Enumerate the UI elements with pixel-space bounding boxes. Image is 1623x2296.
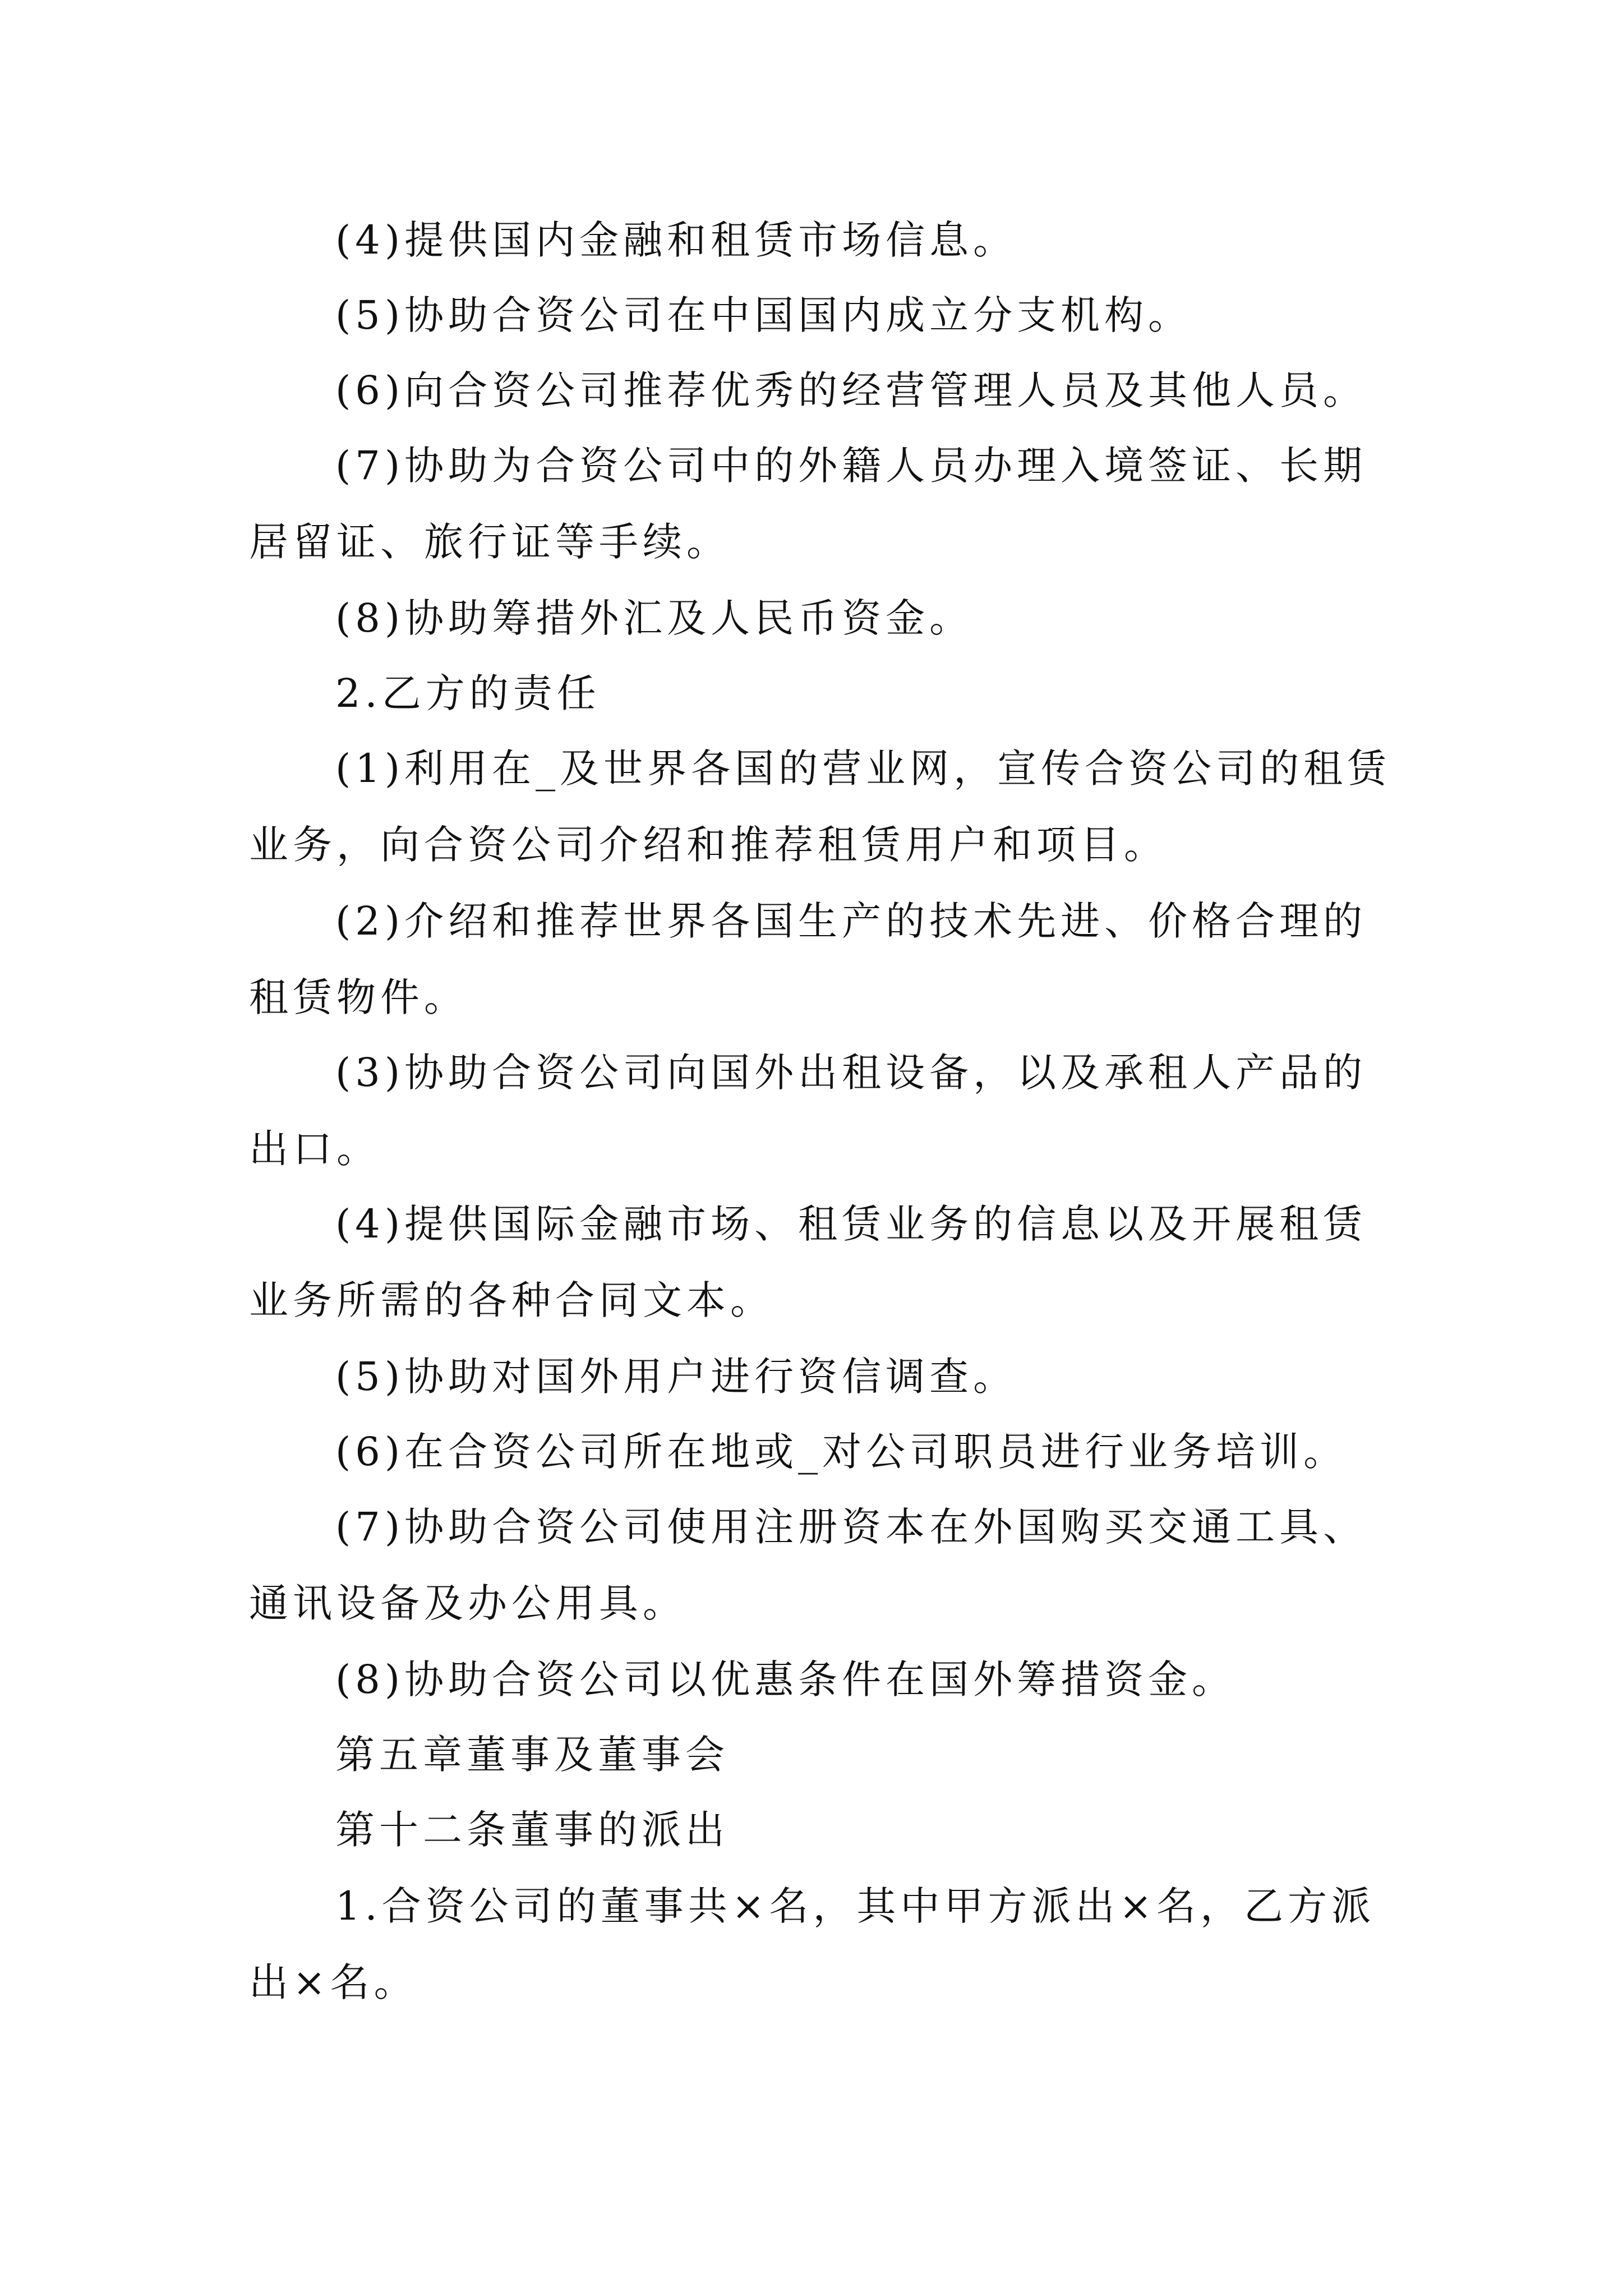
paragraph-line: (7)协助为合资公司中的外籍人员办理入境签证、长期 bbox=[335, 443, 1367, 489]
section-heading: 2.乙方的责任 bbox=[335, 670, 601, 716]
paragraph-line: (8)协助合资公司以优惠条件在国外筹措资金。 bbox=[335, 1657, 1236, 1703]
paragraph-line: 业务所需的各种合同文本。 bbox=[249, 1277, 774, 1323]
chapter-heading: 第五章董事及董事会 bbox=[335, 1732, 729, 1778]
paragraph-line: (6)向合资公司推荐优秀的经营管理人员及其他人员。 bbox=[335, 367, 1367, 413]
paragraph-line: (3)协助合资公司向国外出租设备，以及承租人产品的 bbox=[335, 1050, 1367, 1096]
paragraph-line: (2)介绍和推荐世界各国生产的技术先进、价格合理的 bbox=[335, 898, 1367, 944]
paragraph-line: (6)在合资公司所在地或_对公司职员进行业务培训。 bbox=[335, 1429, 1348, 1475]
paragraph-line: 业务，向合资公司介绍和推荐租赁用户和项目。 bbox=[249, 822, 1168, 868]
paragraph-line: 通讯设备及办公用具。 bbox=[249, 1580, 686, 1626]
paragraph-line: 出×名。 bbox=[249, 1959, 418, 2005]
paragraph-line: (4)提供国内金融和租赁市场信息。 bbox=[335, 217, 1017, 263]
paragraph-line: 出口。 bbox=[249, 1126, 380, 1172]
paragraph-line: (1)利用在_及世界各国的营业网，宣传合资公司的租赁 bbox=[335, 746, 1391, 792]
paragraph-line: (8)协助筹措外汇及人民币资金。 bbox=[335, 595, 974, 641]
paragraph-line: 1.合资公司的董事共×名，其中甲方派出×名，乙方派 bbox=[335, 1883, 1376, 1929]
paragraph-line: 租赁物件。 bbox=[249, 974, 468, 1020]
paragraph-line: (5)协助对国外用户进行资信调查。 bbox=[335, 1354, 1017, 1400]
article-heading: 第十二条董事的派出 bbox=[335, 1807, 729, 1853]
paragraph-line: (7)协助合资公司使用注册资本在外国购买交通工具、 bbox=[335, 1504, 1367, 1550]
paragraph-line: (4)提供国际金融市场、租赁业务的信息以及开展租赁 bbox=[335, 1201, 1367, 1247]
paragraph-line: 居留证、旅行证等手续。 bbox=[249, 519, 730, 565]
paragraph-line: (5)协助合资公司在中国国内成立分支机构。 bbox=[335, 292, 1192, 338]
